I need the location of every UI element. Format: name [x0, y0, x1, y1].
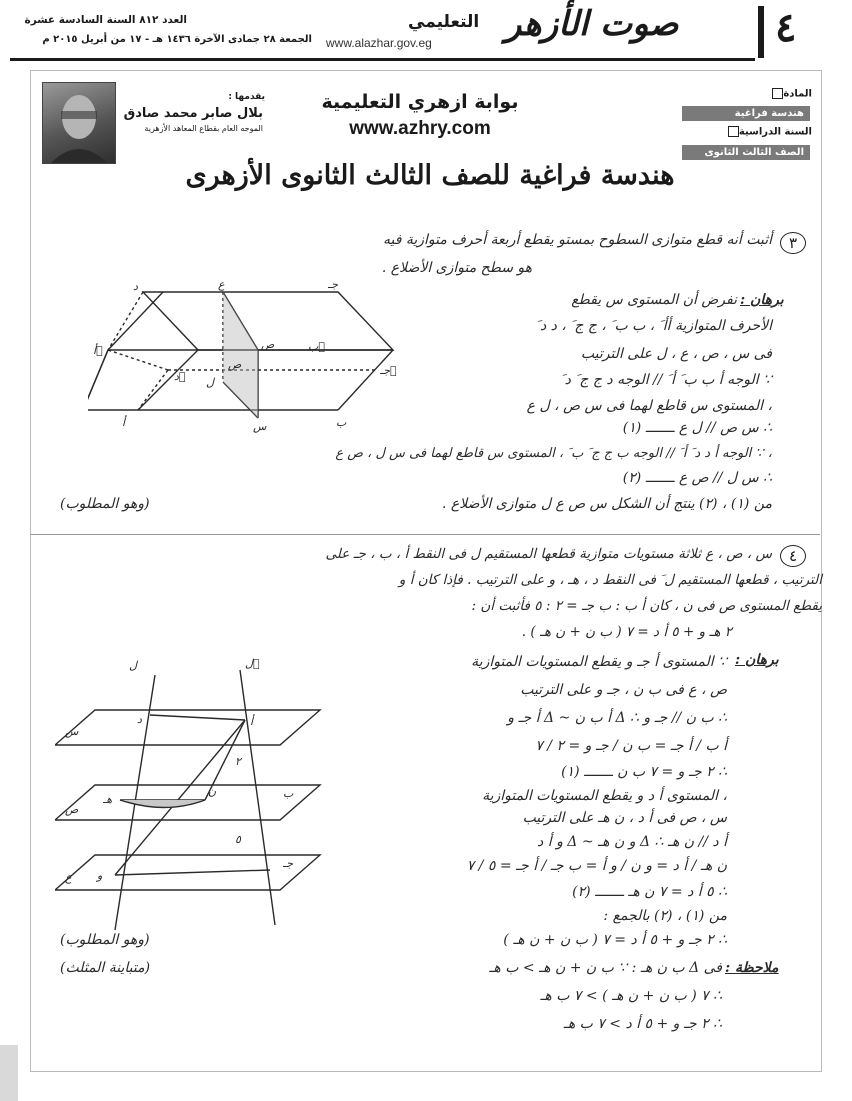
figure-label: د: [137, 713, 142, 726]
author-photo: [42, 82, 116, 164]
figure-label: د َ: [174, 370, 190, 383]
portal-name: بوابة ازهري التعليمية: [321, 91, 519, 113]
figure-label: أ: [122, 416, 126, 429]
author-name: بلال صابر محمد صادق: [123, 106, 263, 121]
figure-label: ب َ: [308, 340, 329, 353]
checkbox-icon: [772, 88, 783, 99]
note-line: ∴ ٧ ( ب ن + ن هـ ) > ٧ ب هـ: [540, 988, 722, 1004]
figure-label: ب: [336, 416, 347, 429]
figure-label: جـ َ: [380, 364, 401, 377]
figure-label: ل: [129, 659, 137, 672]
date-line: الجمعة ٢٨ جمادى الآخرة ١٤٣٦ هـ - ١٧ من أبريل ٢٠١٥ م: [42, 34, 312, 45]
proof-line: ، المستوى س قاطع لهما فى س ص ، ل ع: [526, 398, 772, 414]
year-value: الصف الثالث الثانوى: [682, 145, 810, 160]
figure-label: س: [253, 420, 267, 433]
figure-label: ع: [65, 871, 72, 884]
proof-line: ، ∵ الوجه أ د د َ أ َ // الوجه ب ج ج َ ب َ ، المستوى س قاطع لهما فى س ل ، ص ع: [335, 446, 772, 461]
question-statement: هو سطح متوازى الأضلاع .: [381, 260, 532, 276]
figure-label: ص: [261, 338, 275, 351]
figure-label: هـ: [103, 793, 113, 806]
newspaper-header: [0, 0, 852, 62]
author-role: الموجه العام بقطاع المعاهد الأزهرية: [144, 124, 263, 133]
question-statement: يقطع المستوى ص فى ن ، كان أ ب : ب جـ = ٢ : ٥ فأثبت أن :: [471, 598, 822, 614]
figure-label: أ َ: [93, 344, 107, 357]
note-line: فى Δ ب ن هـ : ∵ ب ن + ن هـ > ب هـ: [489, 960, 722, 976]
proof-label: برهان :: [735, 652, 779, 668]
proof-line: ن هـ / أ د = و ن / و أ = ب جـ / أ جـ = ٥ / ٧: [466, 858, 727, 874]
proof-label: برهان :: [740, 292, 784, 308]
checkbox-icon: [728, 126, 739, 137]
website-link[interactable]: www.alazhar.gov.eg: [326, 36, 432, 50]
proof-line: الأحرف المتوازية أأ َ ، ب ب َ ، ج ج َ ، د د َ: [535, 318, 772, 334]
page-number: ٤: [775, 4, 797, 51]
proof-line: ∴ ب ن // جـ و ∴ Δ أ ب ن ~ Δ أ جـ و: [507, 710, 727, 726]
subject-value: هندسة فراغية: [682, 106, 810, 121]
issue-line: العدد ٨١٢ السنة السادسة عشرة: [24, 14, 187, 26]
figure-label: س: [65, 725, 79, 738]
question-statement: ٢ هـ و + ٥ أ د = ٧ ( ب ن + ن هـ ) .: [521, 624, 732, 640]
proof-line: فى س ، ص ، ع ، ل على الترتيب: [580, 346, 772, 362]
proof-line: أ ب / أ جـ = ب ن / جـ و = ٢ / ٧: [535, 738, 727, 754]
proof-line: ∴ ٢ جـ و + ٥ أ د = ٧ ( ب ن + ن هـ ): [503, 932, 727, 948]
proof-line: ∴ س ل // ص ع ـــــــ (٢): [622, 470, 772, 486]
main-title: هندسة فراغية للصف الثالث الثانوى الأزهرى: [185, 160, 675, 191]
proof-line: ∵ المستوى أ جـ و يقطع المستويات المتوازية: [471, 654, 727, 670]
brand-logo: صوت الأزهر: [505, 4, 679, 44]
presented-by-label: يقدمها :: [228, 92, 265, 102]
figure-label: ٥: [235, 833, 241, 846]
question-statement: أثبت أنه قطع متوازى السطوح بمستو يقطع أربعة أحرف متوازية فيه: [382, 232, 772, 248]
figure-label: و: [97, 869, 103, 882]
figure-label: ب: [283, 787, 294, 800]
subject-label: المادة: [692, 88, 812, 100]
proof-line: ∴ س ص // ل ع ـــــــ (١): [622, 420, 772, 436]
proof-line: س ، ص فى أ د ، ن هـ على الترتيب: [522, 810, 727, 826]
proof-line: أ د // ن هـ ∴ Δ و ن هـ ~ Δ و أ د: [537, 834, 727, 850]
proof-line: من (١) ، (٢) ينتج أن الشكل س ص ع ل متوازى الأضلاع .: [441, 496, 772, 512]
proof-conclusion: (وهو المطلوب): [60, 496, 150, 512]
proof-line: ∵ الوجه أ ب ب َ أ َ // الوجه د ج ج َ د َ: [560, 372, 772, 388]
section-title: التعليمي: [408, 12, 480, 32]
figure-label: ن: [208, 785, 217, 798]
note-extra: (متباينة المثلث): [60, 960, 151, 976]
page-edge: [0, 1045, 18, 1101]
note-line: ∴ ٢ جـ و + ٥ أ د > ٧ ب هـ: [563, 1016, 722, 1032]
parallel-planes-figure: [55, 655, 335, 940]
proof-line: من (١) ، (٢) بالجمع :: [603, 908, 727, 924]
question-statement: الترتيب ، قطعها المستقيم ل َ فى النقط د ، هـ ، و على الترتيب . فإذا كان أ و: [398, 572, 822, 588]
figure-label: جـ: [283, 857, 294, 870]
note-label: ملاحظة :: [725, 960, 779, 976]
figure-label: ص: [228, 358, 242, 371]
header-divider: [758, 6, 764, 58]
header-rule: [10, 58, 755, 61]
proof-line: نفرض أن المستوى س يقطع: [571, 292, 737, 308]
figure-label: ل َ: [245, 657, 264, 670]
proof-conclusion: (وهو المطلوب): [60, 932, 150, 948]
figure-label: ل: [206, 376, 214, 389]
figure-label: أ: [250, 715, 254, 728]
question-statement: س ، ص ، ع ثلاثة مستويات متوازية قطعها المستقيم ل فى النقط أ ، ب ، جـ على: [325, 546, 772, 562]
portal-url[interactable]: www.azhry.com: [349, 118, 491, 139]
proof-line: ص ، ع فى ب ن ، جـ و على الترتيب: [520, 682, 727, 698]
section-divider: [30, 534, 820, 535]
proof-line: ∴ ٥ أ د = ٧ ن هـ ـــــــ (٢): [572, 884, 727, 900]
year-label: السنة الدراسية: [692, 126, 812, 138]
parallelepiped-figure: [88, 278, 418, 443]
figure-label: د: [133, 280, 138, 293]
figure-label: ص: [65, 803, 79, 816]
figure-label: جـ: [328, 278, 339, 291]
question-number: ٣: [780, 232, 806, 254]
question-number: ٤: [780, 545, 806, 567]
figure-label: ٢: [235, 755, 241, 768]
figure-label: ع: [218, 278, 225, 291]
proof-line: ∴ ٢ جـ و = ٧ ب ن ـــــــ (١): [561, 764, 727, 780]
proof-line: ، المستوى أ د و يقطع المستويات المتوازية: [482, 788, 727, 804]
